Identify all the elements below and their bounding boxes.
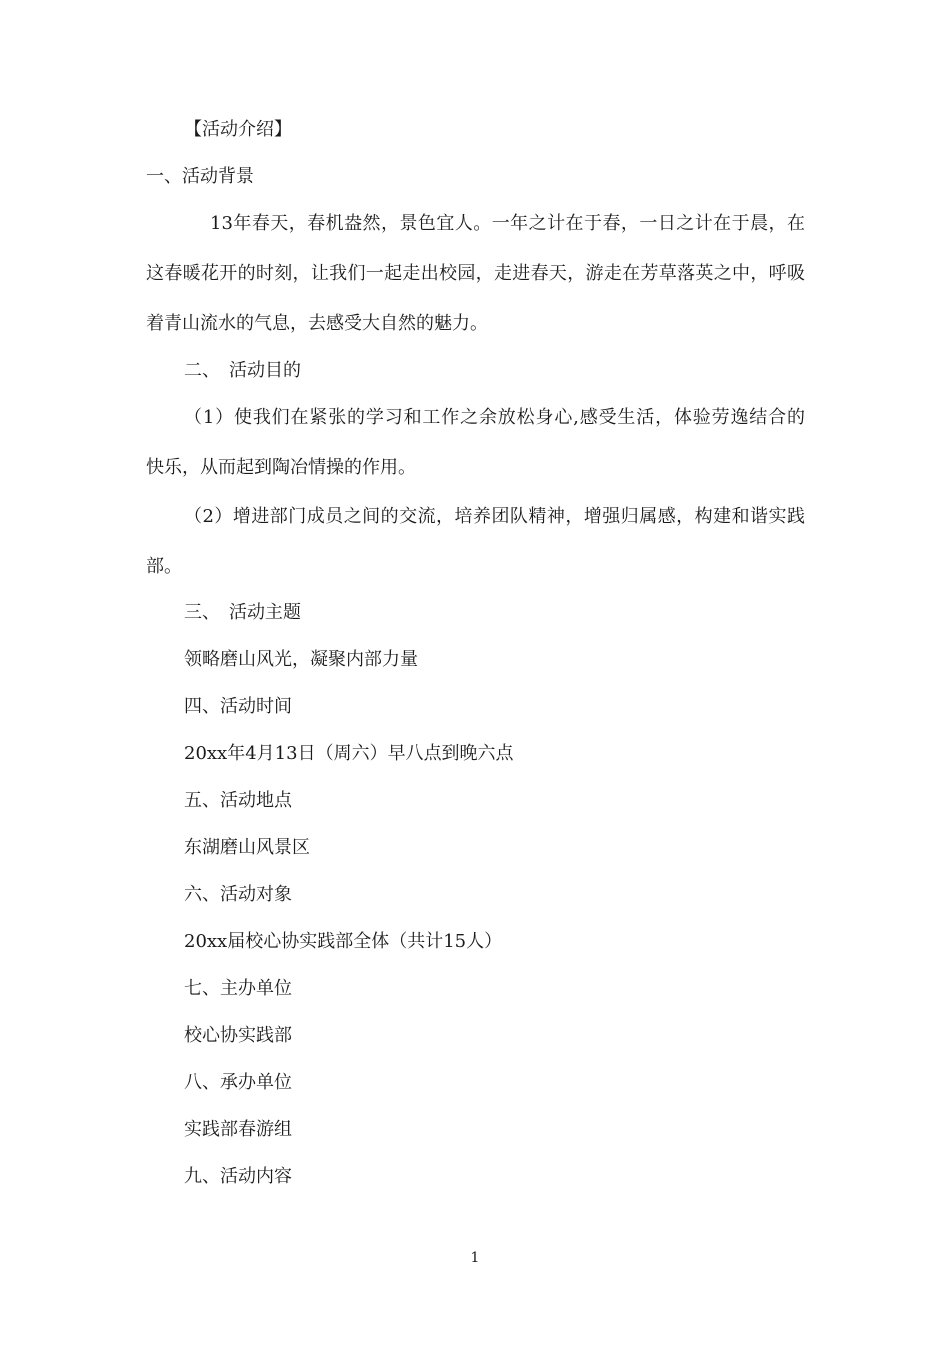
heading-organizer: 七、主办单位 (184, 978, 292, 999)
heading-purpose: 二、 活动目的 (184, 360, 301, 381)
heading-content: 九、活动内容 (184, 1166, 292, 1187)
content-location: 东湖磨山风景区 (184, 837, 310, 858)
content-participants: 20xx届校心协实践部全体（共计15人） (184, 931, 503, 952)
content-time: 20xx年4月13日（周六）早八点到晚六点 (184, 743, 514, 764)
paragraph-purpose-1-line-1: （1）使我们在紧张的学习和工作之余放松身心,感受生活，体验劳逸结合的 (184, 407, 805, 428)
heading-background: 一、活动背景 (146, 166, 254, 187)
content-host: 实践部春游组 (184, 1119, 292, 1140)
heading-participants: 六、活动对象 (184, 884, 292, 905)
paragraph-purpose-2-line-2: 部。 (146, 556, 182, 577)
content-theme: 领略磨山风光，凝聚内部力量 (184, 649, 418, 670)
heading-time: 四、活动时间 (184, 696, 292, 717)
paragraph-background-line-1: 13年春天，春机盎然，景色宜人。一年之计在于春，一日之计在于晨，在 (210, 213, 805, 234)
heading-location: 五、活动地点 (184, 790, 292, 811)
page-number: 1 (470, 1250, 480, 1266)
paragraph-background-line-2: 这春暖花开的时刻，让我们一起走出校园，走进春天，游走在芳草落英之中，呼吸 (146, 263, 805, 284)
heading-host: 八、承办单位 (184, 1072, 292, 1093)
paragraph-purpose-2-line-1: （2）增进部门成员之间的交流，培养团队精神，增强归属感，构建和谐实践 (184, 506, 805, 527)
paragraph-purpose-1-line-2: 快乐，从而起到陶冶情操的作用。 (146, 457, 416, 478)
heading-theme: 三、 活动主题 (184, 602, 301, 623)
paragraph-background-line-3: 着青山流水的气息，去感受大自然的魅力。 (146, 313, 488, 334)
content-organizer: 校心协实践部 (184, 1025, 292, 1046)
section-title: 【活动介绍】 (184, 119, 292, 140)
